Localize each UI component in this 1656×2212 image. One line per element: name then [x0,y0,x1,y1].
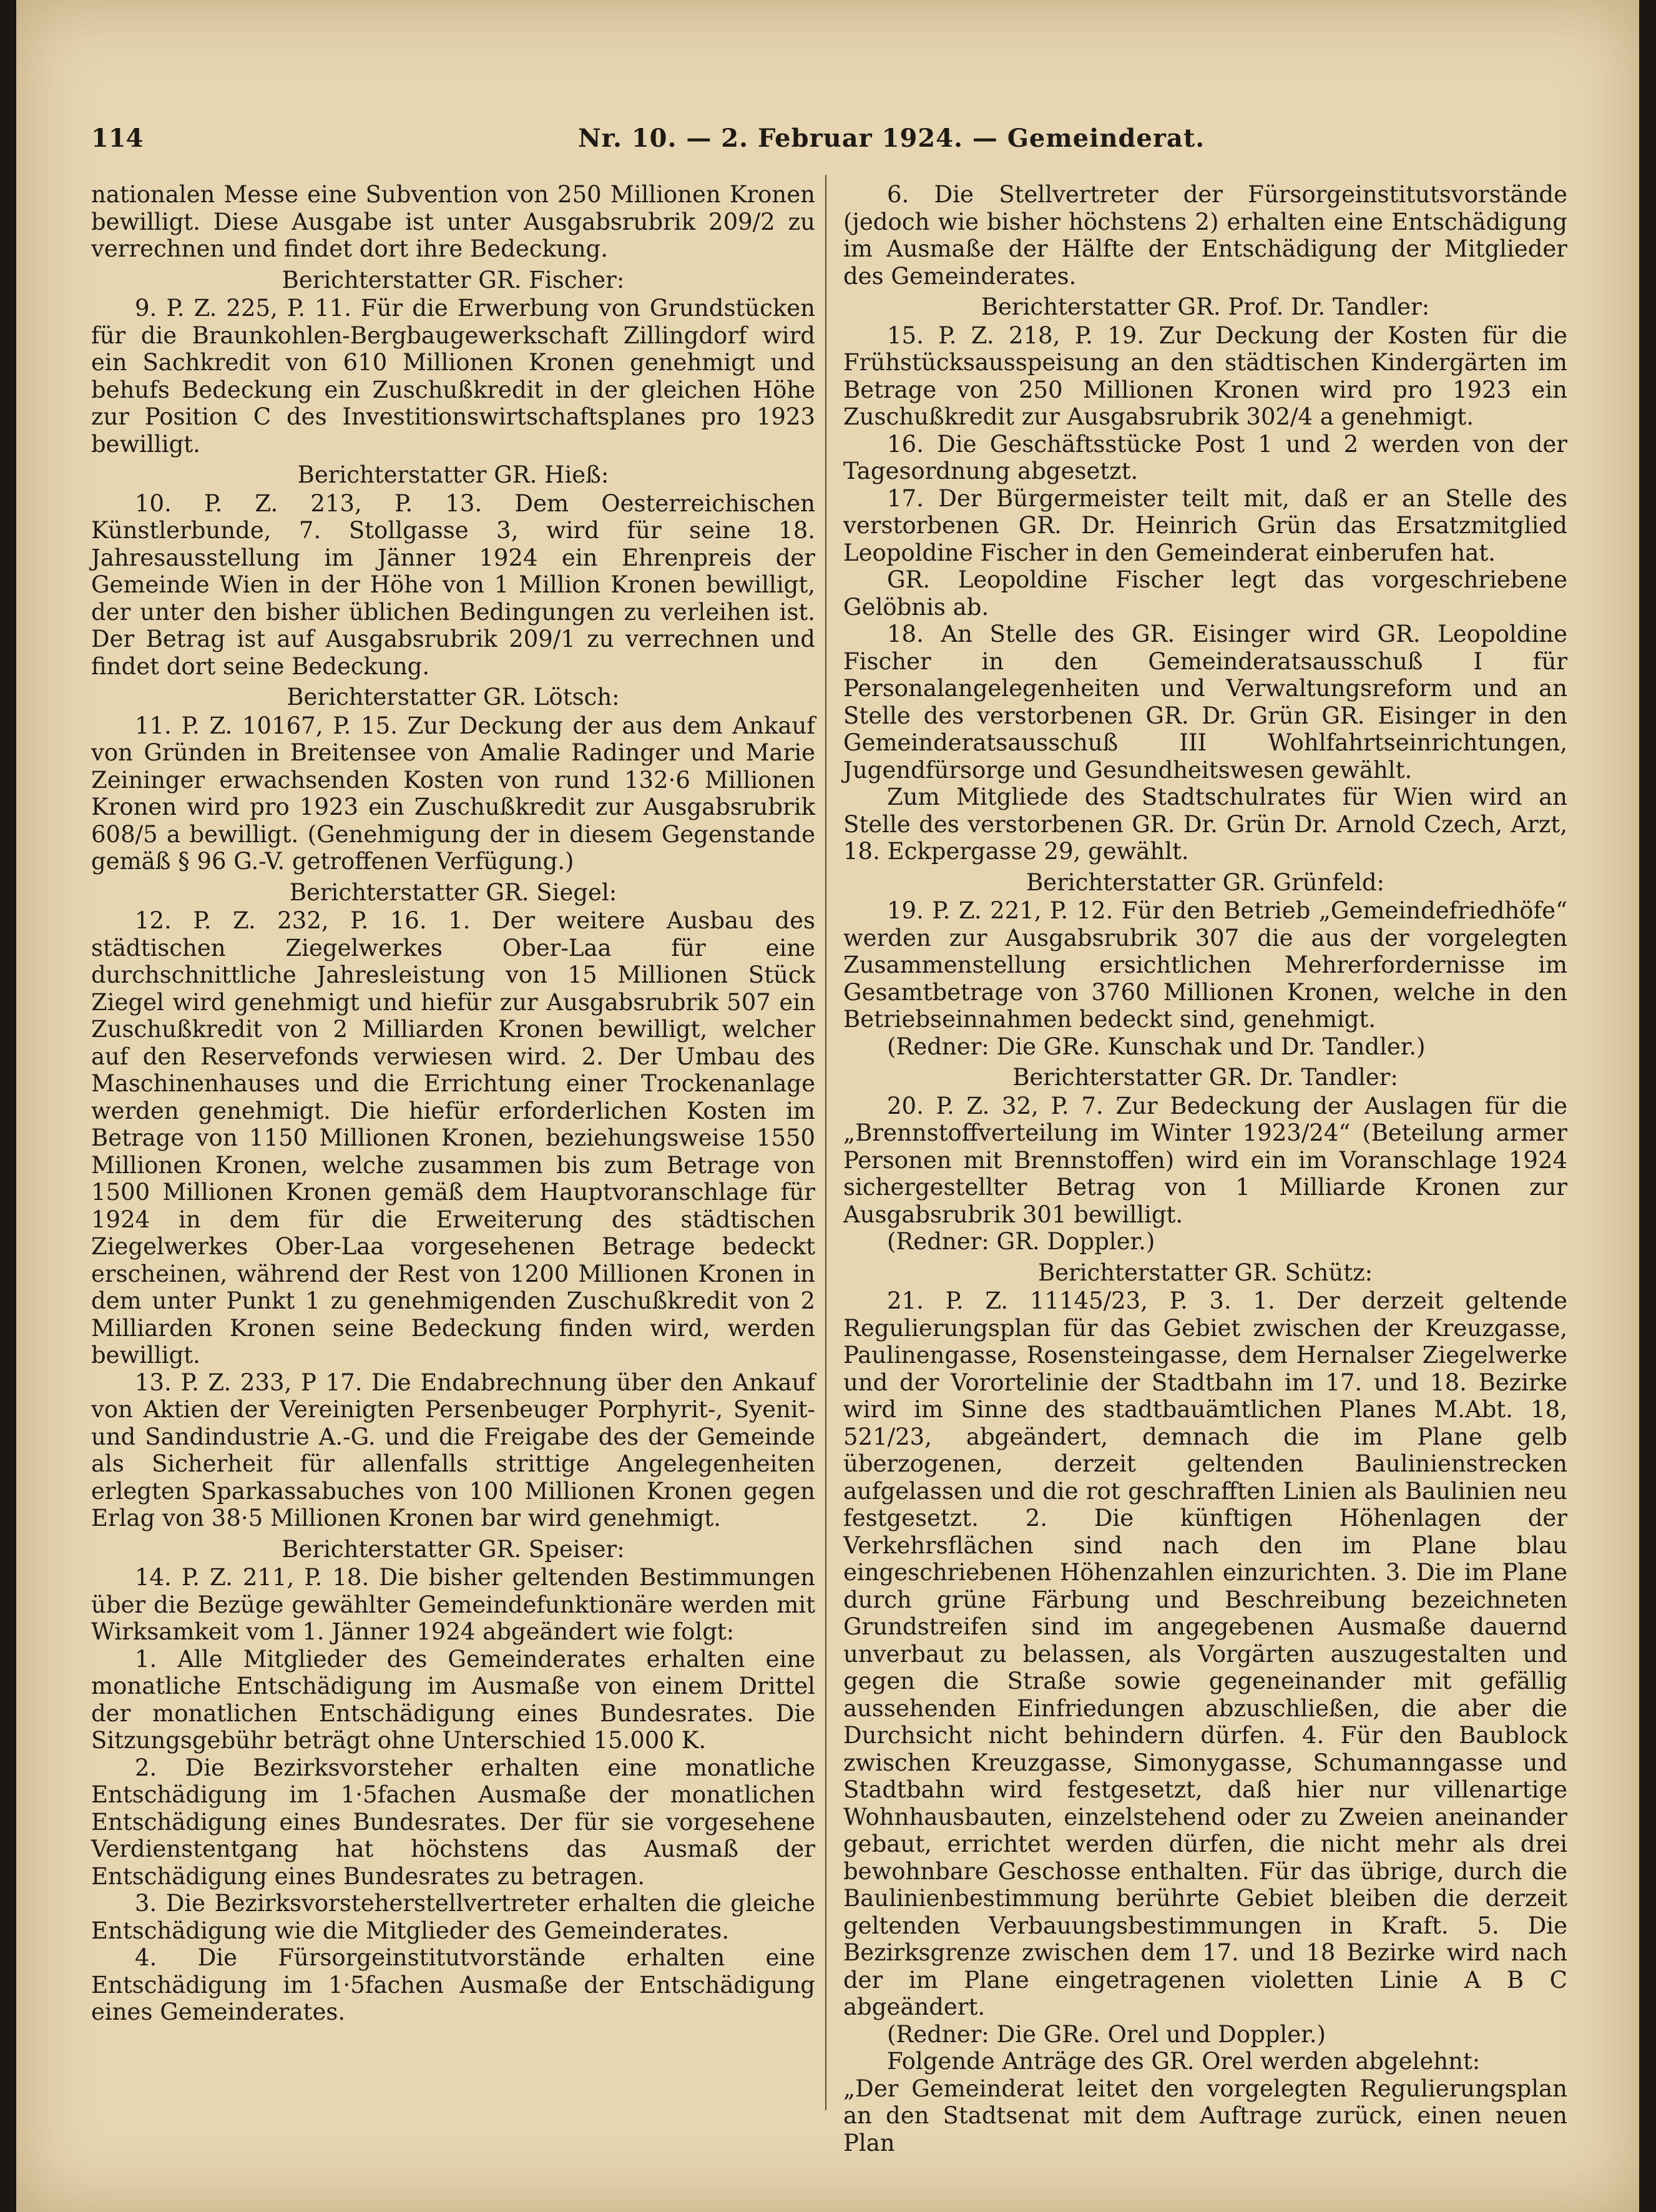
reporter-heading: Berichterstatter GR. Grünfeld: [1026,868,1385,896]
document-page [16,0,1639,2212]
reporter-heading: Berichterstatter GR. Fischer: [282,266,625,293]
paragraph: 9. P. Z. 225, P. 11. Für die Erwerbung von Grundstücken für die Braunkohlen-Bergbaugewerkschaft Zillingdorf wird ein Sachkredit von 610 Millionen Kronen genehmigt und behufs Bedeckung ein Zuschußkredit in der gleichen Höhe zur Position C des Investitionswirtschaftsplanes pro 1923 bewilligt. [91,295,815,458]
paragraph: 12. P. Z. 232, P. 16. 1. Der weitere Ausbau des städtischen Ziegelwerkes Ober-Laa für eine durchschnittliche Jahresleistung von 15 Millionen Stück Ziegel wird genehmigt und hiefür zur Ausgabsrubrik 507 ein Zuschußkredit von 2 Milliarden Kronen bewilligt, welcher auf den Reservefonds verwiesen wird. 2. Der Umbau des Maschinenhauses und die Errichtung einer Trockenanlage werden genehmigt. Die hiefür erforderlichen Kosten im Betrage von 1150 Millionen Kronen, beziehungsweise 1550 Millionen Kronen, welche zusammen bis zum Betrage von 1500 Millionen Kronen gemäß dem Hauptvoranschlage für 1924 in dem für die Erweiterung des städtischen Ziegelwerkes Ober-Laa vorgesehenen Betrage bedeckt erscheinen, während der Rest von 1200 Millionen Kronen in dem unter Punkt 1 zu genehmigenden Zuschußkredit von 2 Milliarden Kronen seine Bedeckung finden wird, werden bewilligt. [91,907,815,1369]
paragraph: 1. Alle Mitglieder des Gemeinderates erhalten eine monatliche Entschädigung im Ausmaße von einem Drittel der monatlichen Entschädigung eines Bundesrates. Die Sitzungsgebühr beträgt ohne Unterschied 15.000 K. [91,1645,815,1754]
paragraph: 21. P. Z. 11145/23, P. 3. 1. Der derzeit geltende Regulierungsplan für das Gebiet zwischen der Kreuzgasse, Paulinengasse, Rosensteingasse, dem Hernalser Ziegelwerke und der Vorortelinie der Stadtbahn im 17. und 18. Bezirke wird im Sinne des stadtbauämtlichen Planes M.Abt. 18, 521/23, abgeändert, demnach die im Plane gelb überzogenen, derzeit geltenden Baulinienstrecken aufgelassen und die rot geschrafften Linien als Baulinien neu festgesetzt. 2. Die künftigen Höhenlagen der Verkehrsflächen sind nach den im Plane blau eingeschriebenen Höhenzahlen einzurichten. 3. Die im Plane durch grüne Färbung und Beschreibung bezeichneten Grundstreifen sind im angegebenen Ausmaße dauernd unverbaut zu belassen, als Vorgärten auszugestalten und gegen die Straße sowie gegeneinander mit gefällig aussehenden Einfriedungen abzuschließen, die aber die Durchsicht nicht behindern dürfen. 4. Für den Baublock zwischen Kreuzgasse, Simonygasse, Schumanngasse und Stadtbahn wird festgesetzt, daß hier nur villenartige Wohnhausbauten, einzelstehend oder zu Zweien aneinander gebaut, errichtet werden dürfen, die nicht mehr als drei bewohnbare Geschosse enthalten. Für das übrige, durch die Baulinienbestimmung berührte Gebiet bleiben die derzeit geltenden Verbauungsbestimmungen in Kraft. 5. Die Bezirksgrenze zwischen dem 17. und 18 Bezirke wird nach der im Plane eingetragenen violetten Linie A B C abgeändert. [843,1287,1567,2020]
paragraph: 11. P. Z. 10167, P. 15. Zur Deckung der aus dem Ankauf von Gründen in Breitensee von Amalie Radinger und Marie Zeininger erwachsenden Kosten von rund 132·6 Millionen Kronen wird pro 1923 ein Zuschußkredit zur Ausgabsrubrik 608/5 a bewilligt. (Genehmigung der in diesem Gegenstande gemäß § 96 G.-V. getroffenen Verfügung.) [91,712,815,875]
paragraph: „Der Gemeinderat leitet den vorgelegten Regulierungsplan an den Stadtsenat mit dem Auftrage zurück, einen neuen Plan [843,2075,1567,2156]
paragraph: 14. P. Z. 211, P. 18. Die bisher geltenden Bestimmungen über die Bezüge gewählter Gemeindefunktionäre werden mit Wirksamkeit vom 1. Jänner 1924 abgeändert wie folgt: [91,1564,815,1645]
paragraph: 13. P. Z. 233, P 17. Die Endabrechnung über den Ankauf von Aktien der Vereinigten Persenbeuger Porphyrit-, Syenit- und Sandindustrie A.-G. und die Freigabe des der Gemeinde als Sicherheit für allenfalls strittige Angelegenheiten erlegten Sparkassabuches von 100 Millionen Kronen gegen Erlag von 38·5 Millionen Kronen bar wird genehmigt. [91,1369,815,1531]
paragraph: 6. Die Stellvertreter der Fürsorgeinstitutsvorstände (jedoch wie bisher höchstens 2) erhalten eine Entschädigung im Ausmaße der Hälfte der Entschädigung der Mitglieder des Gemeinderates. [843,181,1567,290]
paragraph: 15. P. Z. 218, P. 19. Zur Deckung der Kosten für die Frühstücksausspeisung an den städtischen Kindergärten im Betrage von 250 Millionen Kronen wird pro 1923 ein Zuschußkredit zur Ausgabsrubrik 302/4 a genehmigt. [843,322,1567,430]
right-column [843,181,1567,2156]
paragraph: (Redner: Die GRe. Orel und Doppler.) [887,2020,1326,2048]
reporter-heading: Berichterstatter GR. Speiser: [282,1535,625,1563]
paragraph: (Redner: GR. Doppler.) [887,1228,1155,1255]
paragraph: 20. P. Z. 32, P. 7. Zur Bedeckung der Auslagen für die „Brennstoffverteilung im Winter 1923/24“ (Beteilung armer Personen mit Brennstoffen) wird ein im Voranschlage 1924 sichergestellter Betrag von 1 Milliarde Kronen zur Ausgabsrubrik 301 bewilligt. [843,1092,1567,1228]
column-divider [825,175,826,2110]
paragraph: 17. Der Bürgermeister teilt mit, daß er an Stelle des verstorbenen GR. Dr. Heinrich Grün das Ersatzmitglied Leopoldine Fischer in den Gemeinderat einberufen hat. [843,484,1567,566]
page-number: 114 [91,124,144,153]
paragraph: 10. P. Z. 213, P. 13. Dem Oesterreichischen Künstlerbunde, 7. Stollgasse 3, wird für seine 18. Jahresausstellung im Jänner 1924 ein Ehrenpreis der Gemeinde Wien in der Höhe von 1 Million Kronen bewilligt, der unter den bisher üblichen Bedingungen zu verleihen ist. Der Betrag ist auf Ausgabsrubrik 209/1 zu verrechnen und findet dort seine Bedeckung. [91,489,815,680]
paragraph: nationalen Messe eine Subvention von 250 Millionen Kronen bewilligt. Diese Ausgabe ist unter Ausgabsrubrik 209/2 zu verrechnen und findet dort ihre Bedeckung. [91,181,815,262]
reporter-heading: Berichterstatter GR. Schütz: [1037,1259,1373,1286]
left-column [91,181,815,2026]
paragraph: 19. P. Z. 221, P. 12. Für den Betrieb „Gemeindefriedhöfe“ werden zur Ausgabsrubrik 307 die aus der vorgelegten Zusammenstellung ersichtlichen Mehrerfordernisse im Gesamtbetrage von 3760 Millionen Kronen, welche in den Betriebseinnahmen bedeckt sind, genehmigt. [843,897,1567,1033]
reporter-heading: Berichterstatter GR. Dr. Tandler: [1012,1064,1398,1091]
reporter-heading: Berichterstatter GR. Lötsch: [287,684,620,710]
reporter-heading: Berichterstatter GR. Hieß: [297,461,609,488]
paragraph: 4. Die Fürsorgeinstitutvorstände erhalten eine Entschädigung im 1·5fachen Ausmaße der Entschädigung eines Gemeinderates. [91,1944,815,2025]
header-title: Nr. 10. — 2. Februar 1924. — Gemeinderat. [578,124,1205,153]
page-header [91,119,1564,162]
paragraph: 2. Die Bezirksvorsteher erhalten eine monatliche Entschädigung im 1·5fachen Ausmaße der monatlichen Entschädigung eines Bundesrates. Der für sie vorgesehene Verdienstentgang hat höchstens das Ausmaß der Entschädigung eines Bundesrates zu betragen. [91,1754,815,1890]
reporter-heading: Berichterstatter GR. Prof. Dr. Tandler: [981,293,1430,320]
paragraph: (Redner: Die GRe. Kunschak und Dr. Tandler.) [887,1033,1426,1060]
reporter-heading: Berichterstatter GR. Siegel: [289,878,617,906]
paragraph: 18. An Stelle des GR. Eisinger wird GR. Leopoldine Fischer in den Gemeinderatsausschuß I für Personalangelegenheiten und Verwaltungsreform und an Stelle des verstorbenen GR. Dr. Grün GR. Eisinger in den Gemeinderatsausschuß III Wohlfahrtseinrichtungen, Jugendfürsorge und Gesundheitswesen gewählt. [843,621,1567,784]
paragraph: Folgende Anträge des GR. Orel werden abgelehnt: [887,2048,1481,2075]
paragraph: 16. Die Geschäftsstücke Post 1 und 2 werden von der Tagesordnung abgesetzt. [843,430,1567,484]
paragraph: GR. Leopoldine Fischer legt das vorgeschriebene Gelöbnis ab. [843,566,1567,621]
paragraph: Zum Mitgliede des Stadtschulrates für Wien wird an Stelle des verstorbenen GR. Dr. Grün Dr. Arnold Czech, Arzt, 18. Eckpergasse 29, gewählt. [843,784,1567,865]
paragraph: 3. Die Bezirksvorsteherstellvertreter erhalten die gleiche Entschädigung wie die Mitglieder des Gemeinderates. [91,1890,815,1944]
